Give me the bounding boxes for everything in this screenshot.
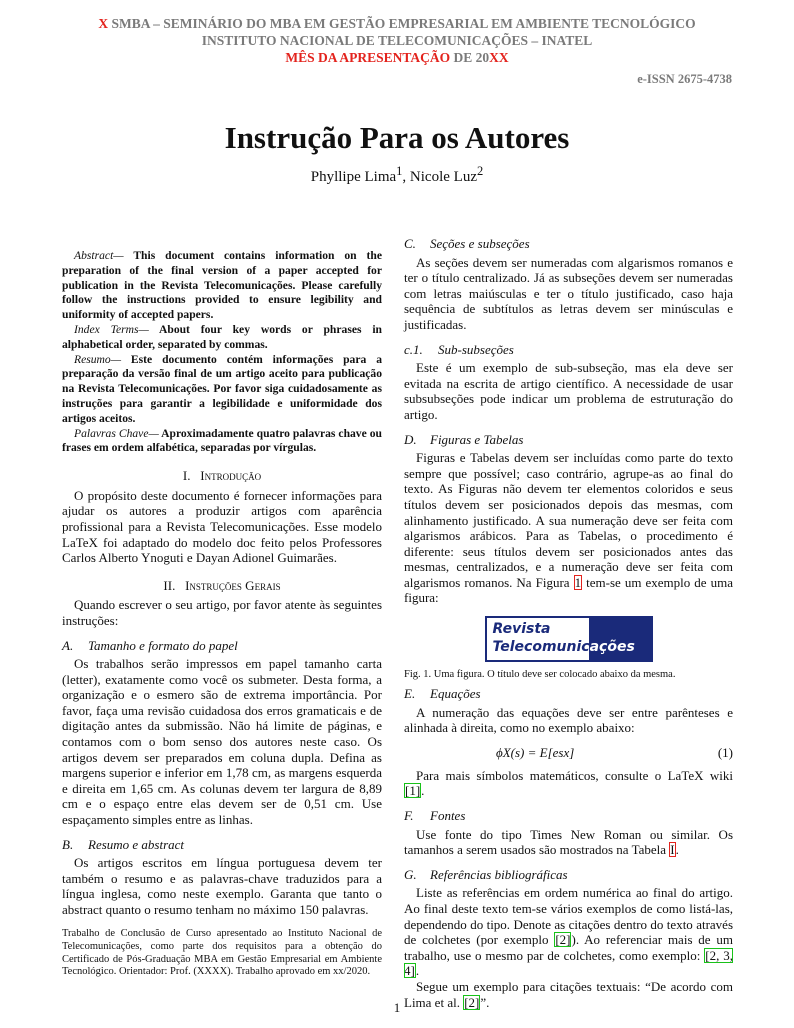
subsection-heading: A. Tamanho e formato do papel xyxy=(62,637,238,653)
left-column xyxy=(62,249,382,918)
footnote: Trabalho de Conclusão de Curso apresentado ao Instituto Nacional de Telecomunicações, como parte dos requisitos para a obtenção do Certificado de Pós-Graduação MBA em Gestão Empresarial em Ambiente Tecnológico. Orientador: Prof. (XXXX). Trabalho aprovado em xx/2020. xyxy=(62,928,382,978)
subsubsection-heading: c.1. Sub-subseções xyxy=(404,341,514,357)
paragraph: A numeração das equações deve ser entre parênteses e alinhada à direita, como no exemplo abaixo: xyxy=(404,704,733,736)
right-column xyxy=(404,236,733,1010)
conference-header-line2: INSTITUTO NACIONAL DE TELECOMUNICAÇÕES – INATEL xyxy=(201,33,593,48)
citation-link[interactable]: [2, 3, 4] xyxy=(404,947,733,979)
conference-header-line1: X SMBA – SEMINÁRIO DO MBA EM GESTÃO EMPRESARIAL EM AMBIENTE TECNOLÓGICO xyxy=(98,16,696,31)
paragraph: Para mais símbolos matemáticos, consulte o LaTeX wiki [1]. xyxy=(405,767,733,799)
index-terms: Index Terms— About four key words or phrases in alphabetical order, separated by commas. xyxy=(62,322,382,351)
section-heading-introducao: I. Introdução xyxy=(182,468,262,484)
citation-link[interactable]: [1] xyxy=(405,783,421,799)
subsection-heading: E. Equações xyxy=(404,686,481,702)
resumo: Resumo— Este documento contém informações para a preparação da versão final de um artigo aceito para publicação na Revista Telecomunicações. Por favor siga cuidadosamente as instruções para garantir a legibilidade e uniformidade dos artigos aceitos. xyxy=(62,352,382,425)
subsection-heading: F. Fontes xyxy=(404,808,466,824)
paragraph: As seções devem ser numeradas com algarismos romanos e ter o título centralizado. Já as subseções devem ser numeradas com letras maiúsculas e ter o título justificado, caso haja sequência de subtítulos as letras devem ser minúsculas e justificadas. xyxy=(404,254,733,332)
paragraph: Os trabalhos serão impressos em papel tamanho carta (letter), exatamente como você os submeter. Desta forma, a organização e o esmero são de extrema importância. Por favor, faça uma revisão cuidadosa dos erros gramaticais e de digitação antes da submissão. Não há limite de páginas, e contamos com o bom senso dos autores neste caso. Os artigos devem ser preparados em coluna dupla. Defina as margens superior e inferior em 1,78 cm, as margens esquerda e direita em 1,65 cm. As colunas devem ter largura de 8,89 cm e o espaço entre elas devem ser de 0,51 cm. Use espaçamento simples entre as linhas. xyxy=(62,656,382,828)
equation-number: (1) xyxy=(717,744,733,760)
paragraph: O propósito deste documento é fornecer informações para ajudar os autores a produzir artigos com aparência profissional para a Revista Telecomunicações. Esse modelo LaTeX foi adaptado do modelo doc feito pelos Professores Carlos Alberto Ynoguti e Dayan Adionel Guimarães. xyxy=(62,487,382,566)
paragraph: Liste as referências em ordem numérica ao final do artigo. Ao final deste texto tem-se vários exemplos de como listá-las, dependendo do tipo. Denote as citações dentro do texto através de colchetes (por exemplo [2]). Ao referenciar mais de um trabalho, use o mesmo par de colchetes, como exemplo: [2, 3, 4]. xyxy=(404,885,734,979)
paragraph: Este é um exemplo de sub-subseção, mas ela deve ser evitada na escrita de artigo científico. A necessidade de usar subsubseções pode indicar um problema de estruturação do artigo. xyxy=(404,360,733,422)
issn: e-ISSN 2675-4738 xyxy=(637,72,732,86)
paper-title: Instrução Para os Autores xyxy=(224,120,570,155)
conference-header-line3: MÊS DA APRESENTAÇÃO DE 20XX xyxy=(285,50,509,65)
authors: Phyllipe Lima$^1$, Nicole Luz$^2$ xyxy=(310,164,484,185)
table-reference-link[interactable]: I xyxy=(670,842,675,858)
citation-link[interactable]: [2] xyxy=(555,932,571,948)
figure-revista-logo: Revista Telecomunicações xyxy=(485,616,653,662)
equation: ϕX(s) = E[esx] (1) xyxy=(496,744,733,760)
paragraph: Figuras e Tabelas devem ser incluídas como parte do texto sempre que possível; caso contrário, agrupe-as ao final do texto. As Figuras não devem ter elementos coloridos e seus títulos devem ser posicionados depois das mesmas, com alinhamento justificado. A sua numeração deve ser feita com algarismos arábicos. Para as Tabelas, o procedimento é diferente: seus títulos devem ser posicionados antes das mesmas, centralizados, e a numeração deve ser feita com algarismos romanos. Na Figura 1 tem-se um exemplo de uma figura: xyxy=(404,450,733,606)
subsection-heading: G. Referências bibliográficas xyxy=(404,866,568,882)
paragraph: Os artigos escritos em língua portuguesa devem ter também o resumo e as palavras-chave traduzidos para a língua inglesa, como neste exemplo. Garanta que tanto o abstract quanto o resumo tenham no máximo 150 palavras. xyxy=(62,855,382,917)
figure-caption: Fig. 1. Uma figura. O título deve ser colocado abaixo da mesma. xyxy=(404,669,676,681)
paragraph: Segue um exemplo para citações textuais: “De acordo com Lima et al. [2]”. xyxy=(404,978,733,1010)
palavras-chave: Palavras Chave— Aproximadamente quatro palavras chave ou frases em ordem alfabética, separadas por vírgulas. xyxy=(62,426,382,455)
section-heading-instrucoes-gerais: II. Instruções Gerais xyxy=(163,577,281,593)
subsection-heading: C. Seções e subseções xyxy=(404,236,530,251)
paragraph: Use fonte do tipo Times New Roman ou similar. Os tamanhos a serem usados são mostrados na Tabela I. xyxy=(404,826,733,858)
citation-link[interactable]: [2] xyxy=(464,994,480,1010)
paragraph: Quando escrever o seu artigo, por favor atente às seguintes instruções: xyxy=(62,597,382,628)
figure-reference-link[interactable]: 1 xyxy=(574,574,582,590)
subsection-heading: D. Figuras e Tabelas xyxy=(404,431,524,447)
subsection-heading: B. Resumo e abstract xyxy=(62,836,185,852)
abstract: Abstract— This document contains information on the preparation of the final version of a paper accepted for publication in the Revista Telecomunicações. Please carefully follow the instructions provided to ensure legibility and uniformity of accepted papers. xyxy=(62,249,382,322)
page-number: 1 xyxy=(393,1000,401,1015)
